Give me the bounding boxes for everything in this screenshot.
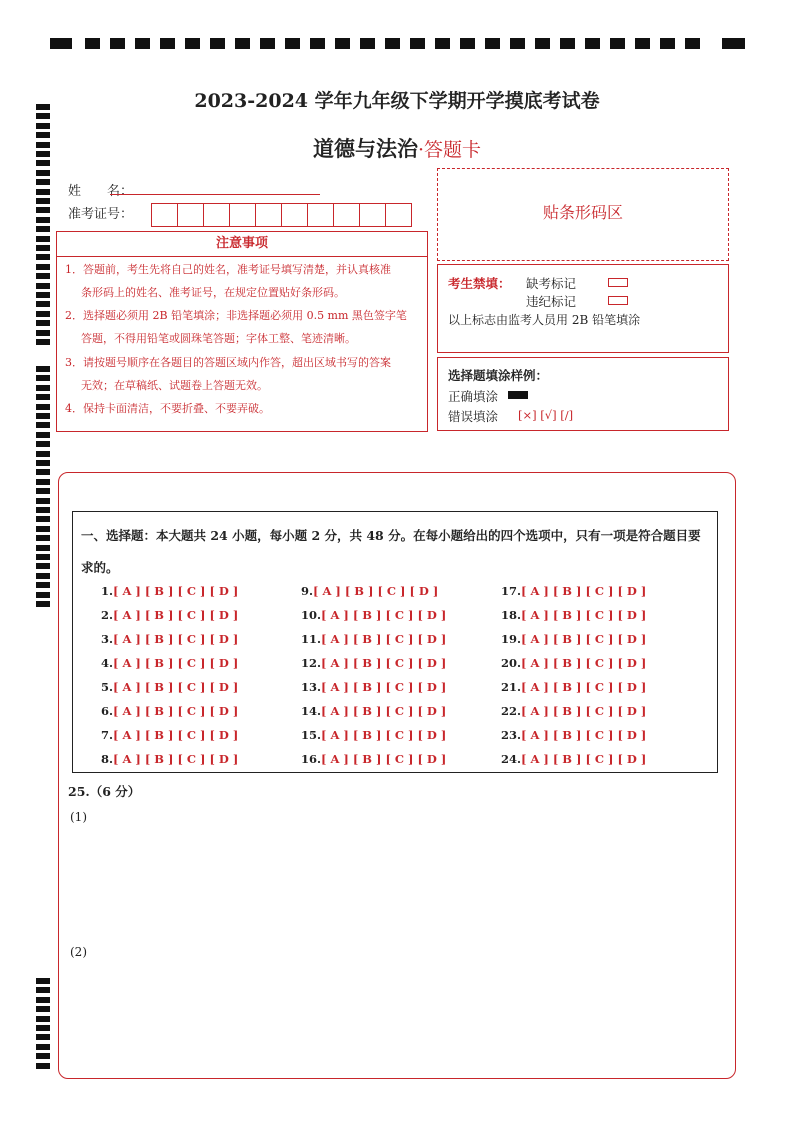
- answer-options[interactable]: [ A ] [ B ] [ C ] [ D ]: [521, 608, 647, 622]
- notice-box: [56, 231, 428, 432]
- name-field[interactable]: [110, 194, 320, 195]
- question-number: 16.: [301, 752, 322, 766]
- mc-question[interactable]: [101, 752, 238, 766]
- answer-options[interactable]: [ A ] [ B ] [ C ] [ D ]: [521, 704, 647, 718]
- question-number: 17.: [501, 584, 522, 598]
- question-number: 6.: [101, 704, 114, 718]
- question-number: 21.: [501, 680, 522, 694]
- question-number: 5.: [101, 680, 114, 694]
- mc-question[interactable]: [501, 656, 646, 670]
- answer-options[interactable]: [ A ] [ B ] [ C ] [ D ]: [321, 656, 447, 670]
- answer-options[interactable]: [ A ] [ B ] [ C ] [ D ]: [321, 632, 447, 646]
- multiple-choice-section: [72, 511, 718, 773]
- subject-title: [0, 133, 794, 163]
- answer-options[interactable]: [ A ] [ B ] [ C ] [ D ]: [313, 584, 439, 598]
- question-number: 2.: [101, 608, 114, 622]
- mc-question[interactable]: [501, 704, 646, 718]
- answer-options[interactable]: [ A ] [ B ] [ C ] [ D ]: [521, 728, 647, 742]
- mc-question[interactable]: [301, 752, 446, 766]
- question-number: 11.: [301, 632, 322, 646]
- q25-part-2: (2): [70, 945, 87, 959]
- id-number-boxes[interactable]: [151, 203, 412, 227]
- question-number: 3.: [101, 632, 114, 646]
- id-digit-box[interactable]: [255, 203, 281, 227]
- mc-question[interactable]: [101, 728, 238, 742]
- answer-options[interactable]: [ A ] [ B ] [ C ] [ D ]: [521, 680, 647, 694]
- question-number: 4.: [101, 656, 114, 670]
- name-label: 姓 名：: [68, 184, 134, 199]
- answer-options[interactable]: [ A ] [ B ] [ C ] [ D ]: [321, 728, 447, 742]
- question-25-title: 25.（6 分）: [68, 784, 141, 799]
- absent-label: 缺考标记: [526, 276, 577, 291]
- mc-question[interactable]: [301, 704, 446, 718]
- id-label: 准考证号：: [68, 207, 134, 222]
- question-number: 24.: [501, 752, 522, 766]
- violation-label: 违纪标记: [526, 294, 577, 309]
- answer-options[interactable]: [ A ] [ B ] [ C ] [ D ]: [321, 680, 447, 694]
- answer-options[interactable]: [ A ] [ B ] [ C ] [ D ]: [113, 656, 239, 670]
- mc-question[interactable]: [501, 680, 646, 694]
- subject-suffix: ·答题卡: [417, 139, 482, 161]
- question-number: 13.: [301, 680, 322, 694]
- answer-options[interactable]: [ A ] [ B ] [ C ] [ D ]: [521, 632, 647, 646]
- answer-options[interactable]: [ A ] [ B ] [ C ] [ D ]: [113, 608, 239, 622]
- notice-item: 答题，不得用铅笔或圆珠笔答题；字体工整、笔迹清晰。: [81, 332, 356, 345]
- answer-options[interactable]: [ A ] [ B ] [ C ] [ D ]: [521, 656, 647, 670]
- mc-question[interactable]: [301, 728, 446, 742]
- answer-options[interactable]: [ A ] [ B ] [ C ] [ D ]: [113, 584, 239, 598]
- id-digit-box[interactable]: [281, 203, 307, 227]
- id-digit-box[interactable]: [359, 203, 385, 227]
- mc-question[interactable]: [101, 608, 238, 622]
- question-number: 22.: [501, 704, 522, 718]
- mc-question[interactable]: [501, 608, 646, 622]
- forbidden-title: 考生禁填：: [448, 276, 511, 291]
- question-number: 12.: [301, 656, 322, 670]
- wrong-fill-samples: [×] [√] [/]: [518, 408, 574, 422]
- violation-mark-box[interactable]: [608, 296, 628, 305]
- answer-options[interactable]: [ A ] [ B ] [ C ] [ D ]: [113, 704, 239, 718]
- question-number: 23.: [501, 728, 522, 742]
- mc-question[interactable]: [501, 584, 646, 598]
- correct-label: 正确填涂: [448, 389, 499, 404]
- question-number: 19.: [501, 632, 522, 646]
- id-digit-box[interactable]: [151, 203, 177, 227]
- id-digit-box[interactable]: [307, 203, 333, 227]
- answer-options[interactable]: [ A ] [ B ] [ C ] [ D ]: [521, 584, 647, 598]
- answer-options[interactable]: [ A ] [ B ] [ C ] [ D ]: [521, 752, 647, 766]
- mc-question[interactable]: [101, 632, 238, 646]
- answer-options[interactable]: [ A ] [ B ] [ C ] [ D ]: [321, 704, 447, 718]
- exam-title: 2023-2024 学年九年级下学期开学摸底考试卷: [194, 90, 600, 112]
- notice-item: 1．答题前，考生先将自己的姓名，准考证号填写清楚，并认真核准: [65, 263, 391, 276]
- mc-question[interactable]: [501, 632, 646, 646]
- answer-options[interactable]: [ A ] [ B ] [ C ] [ D ]: [113, 728, 239, 742]
- mc-question[interactable]: [301, 632, 446, 646]
- sample-title: 选择题填涂样例：: [448, 368, 549, 383]
- answer-options[interactable]: [ A ] [ B ] [ C ] [ D ]: [113, 752, 239, 766]
- mc-heading: 一、选择题：本大题共 24 小题，每小题 2 分，共 48 分。在每小题给出的四个选项中，只有一项是符合题目要求的。: [81, 528, 701, 575]
- forbidden-note: 以上标志由监考人员用 2B 铅笔填涂: [448, 313, 641, 327]
- q25-part-1: (1): [70, 810, 87, 824]
- fill-sample-box: [437, 357, 729, 431]
- top-timing-marks: [50, 38, 745, 50]
- id-digit-box[interactable]: [333, 203, 359, 227]
- mc-question[interactable]: [501, 752, 646, 766]
- question-number: 18.: [501, 608, 522, 622]
- question-number: 7.: [101, 728, 114, 742]
- question-number: 10.: [301, 608, 322, 622]
- notice-item: 无效；在草稿纸、试题卷上答题无效。: [81, 379, 268, 392]
- mc-question[interactable]: [301, 584, 438, 598]
- question-number: 9.: [301, 584, 314, 598]
- mc-question[interactable]: [501, 728, 646, 742]
- id-digit-box[interactable]: [385, 203, 412, 227]
- mc-question[interactable]: [301, 656, 446, 670]
- answer-options[interactable]: [ A ] [ B ] [ C ] [ D ]: [321, 752, 447, 766]
- absent-mark-box[interactable]: [608, 278, 628, 287]
- question-number: 8.: [101, 752, 114, 766]
- mc-question[interactable]: [101, 584, 238, 598]
- barcode-area: 贴条形码区: [437, 168, 729, 261]
- notice-item: 2．选择题必须用 2B 铅笔填涂；非选择题必须用 0.5 mm 黑色签字笔: [65, 309, 407, 322]
- answer-options[interactable]: [ A ] [ B ] [ C ] [ D ]: [113, 632, 239, 646]
- question-number: 1.: [101, 584, 114, 598]
- subject-name: 道德与法治: [312, 136, 418, 161]
- notice-item: 4．保持卡面清洁，不要折叠、不要弄破。: [65, 402, 270, 415]
- mc-question[interactable]: [301, 608, 446, 622]
- id-digit-box[interactable]: [177, 203, 203, 227]
- id-digit-box[interactable]: [203, 203, 229, 227]
- question-number: 20.: [501, 656, 522, 670]
- answer-options[interactable]: [ A ] [ B ] [ C ] [ D ]: [321, 608, 447, 622]
- correct-fill-sample: [508, 391, 528, 399]
- question-number: 14.: [301, 704, 322, 718]
- notice-item: 条形码上的姓名、准考证号，在规定位置贴好条形码。: [81, 286, 345, 299]
- mc-question[interactable]: [101, 656, 238, 670]
- notice-item: 3．请按题号顺序在各题目的答题区域内作答，超出区域书写的答案: [65, 356, 391, 369]
- examiner-only-box: [437, 264, 729, 353]
- question-number: 15.: [301, 728, 322, 742]
- mc-question[interactable]: [101, 704, 238, 718]
- answer-options[interactable]: [ A ] [ B ] [ C ] [ D ]: [113, 680, 239, 694]
- id-digit-box[interactable]: [229, 203, 255, 227]
- mc-question[interactable]: [101, 680, 238, 694]
- notice-title: 注意事项: [57, 232, 427, 257]
- wrong-label: 错误填涂: [448, 409, 499, 424]
- mc-question[interactable]: [301, 680, 446, 694]
